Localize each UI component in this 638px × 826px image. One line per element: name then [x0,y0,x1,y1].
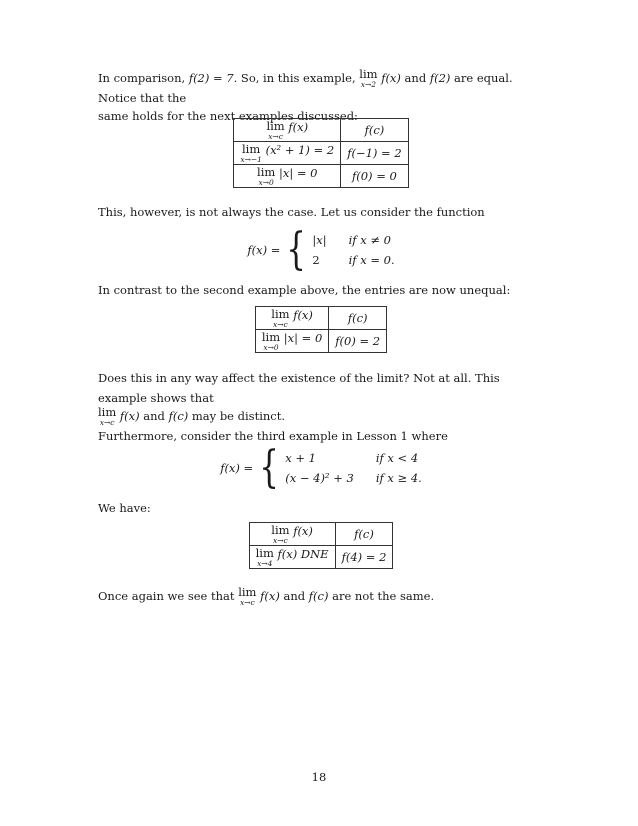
paragraph-once-again: Once again we see that lim x→c f(x) and f(c) are not the same. [98,585,435,607]
table-2-wrap [98,306,544,353]
table-header-row: lim x→c f(x) f(c) [249,523,393,546]
page-number: 18 [311,770,327,784]
limit-table-1 [233,118,408,188]
limit-table-2 [255,306,387,353]
limit-expr: lim x→c [238,585,257,607]
paragraph-however: This, however, is not always the case. Let us consider the function [98,205,485,219]
limit-expr: lim x→c [98,405,117,427]
table-1-wrap [98,118,544,188]
limit-table-3 [249,522,394,569]
text: and [400,71,430,85]
table-row: lim x→4 f(x) DNE f(4) = 2 [249,546,393,569]
paragraph-contrast: In contrast to the second example above, the entries are now unequal: [98,283,511,297]
table-row: lim x→−1 (x² + 1) = 2 f(−1) = 2 [234,142,408,165]
math-expr: f(2) = 7 [188,71,234,85]
table-header-row: lim x→c f(x) f(c) [255,307,386,330]
table-row: lim x→0 |x| = 0 f(0) = 0 [234,165,408,188]
math-expr: f(x) [381,71,401,85]
paragraph-furthermore: Furthermore, consider the third example in Lesson 1 where [98,429,448,443]
paragraph-we-have: We have: [98,501,151,515]
text: Does this in any way affect the existence of the limit? Not at all. This example shows that [98,371,500,405]
table-header-row: lim x→c f(x) f(c) [234,119,408,142]
text: . So, in this example, [233,71,360,85]
text: same holds for the next examples discussed: [98,109,358,123]
text: In comparison, [98,71,189,85]
table-row: lim x→0 |x| = 0 f(0) = 2 [255,330,386,353]
piecewise-function-1: f(x) = { |x| if x ≠ 0 2 if x = 0. [247,224,395,275]
paragraph-existence: Does this in any way affect the existence of the limit? Not at all. This example shows that lim x→c f(x) and f(c) may be distinct. [98,368,544,426]
math-expr: f(2) [429,71,451,85]
text: are equal. Notice that the [98,71,513,105]
table-3-wrap [98,522,544,569]
brace-symbol: { [259,442,280,493]
limit-expr: lim x→2 [359,67,378,89]
piecewise-function-2: f(x) = { x + 1 if x < 4 (x − 4)² + 3 if x ≥ 4. [220,442,422,493]
brace-symbol: { [286,224,307,275]
